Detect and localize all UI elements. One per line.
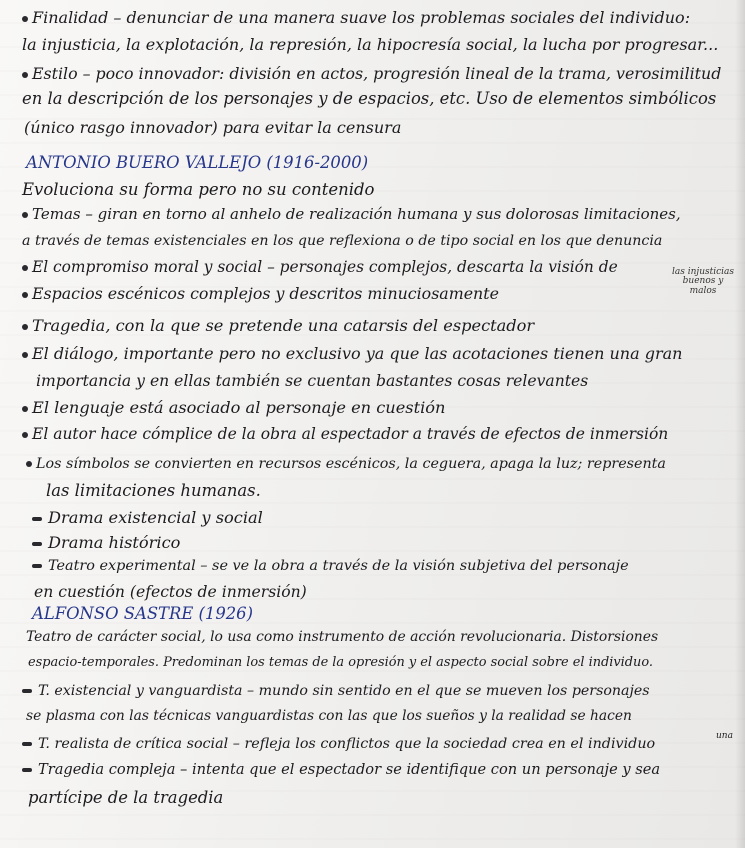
dash-marker (22, 742, 32, 746)
dash-marker (32, 564, 42, 568)
line-drama-historico: Drama histórico (32, 535, 180, 551)
line-estilo: Estilo – poco innovador: división en actos, progresión lineal de la trama, verosimilitud (22, 66, 721, 82)
line-teatro-experimental: Teatro experimental – se ve la obra a través de la visión subjetiva del personaje (32, 559, 629, 573)
bullet-marker (22, 212, 28, 218)
page-edge-shadow (735, 0, 745, 848)
line-simbolos: Los símbolos se convierten en recursos escénicos, la ceguera, apaga la luz; representa (26, 457, 666, 471)
line-temas-cont: a través de temas existenciales en los que reflexiona o de tipo social en los que denuncia (22, 233, 663, 249)
line-drama-existencial: Drama existencial y social (32, 510, 263, 526)
line-evoluciona: Evoluciona su forma pero no su contenido (22, 180, 375, 199)
dash-marker (32, 517, 42, 521)
line-compromiso: El compromiso moral y social – personajes complejos, descarta la visión de (22, 260, 618, 275)
line-finalidad: Finalidad – denunciar de una manera suave los problemas sociales del individuo: (22, 10, 690, 26)
dash-marker (22, 689, 32, 693)
line-lenguaje: El lenguaje está asociado al personaje en cuestión (22, 400, 445, 416)
bullet-marker (26, 461, 32, 467)
margin-note-line: buenos y (682, 276, 724, 287)
line-teatro-experimental-cont: en cuestión (efectos de inmersión) (34, 583, 307, 601)
line-espacios: Espacios escénicos complejos y descritos minuciosamente (22, 286, 499, 302)
line-estilo-cont-2: (único rasgo innovador) para evitar la censura (24, 118, 402, 137)
line-dialogo: El diálogo, importante pero no exclusivo ya que las acotaciones tienen una gran (22, 346, 682, 362)
heading-buero-vallejo: ANTONIO BUERO VALLEJO (1916-2000) (26, 153, 369, 172)
dash-marker (32, 542, 42, 546)
bullet-marker (22, 352, 28, 358)
line-estilo-cont-1: en la descripción de los personajes y de espacios, etc. Uso de elementos simbólicos (22, 89, 717, 108)
line-t-existencial-cont: se plasma con las técnicas vanguardistas con las que los sueños y la realidad se hacen (26, 708, 632, 724)
margin-note-line: las injusticias (672, 267, 735, 277)
bullet-marker (22, 72, 28, 78)
bullet-marker (22, 432, 28, 438)
line-t-existencial: T. existencial y vanguardista – mundo sin sentido en el que se mueven los personajes (22, 684, 650, 698)
bullet-marker (22, 406, 28, 412)
line-simbolos-cont: las limitaciones humanas. (46, 481, 261, 500)
heading-alfonso-sastre: ALFONSO SASTRE (1926) (32, 604, 253, 623)
line-temas: Temas – giran en torno al anhelo de realización humana y sus dolorosas limitaciones, (22, 207, 681, 222)
line-tragedia-compleja: Tragedia compleja – intenta que el espectador se identifique con un personaje y sea (22, 763, 660, 778)
bullet-marker (22, 16, 28, 22)
bullet-marker (22, 292, 28, 298)
line-teatro-social-cont: espacio-temporales. Predominan los temas de la opresión y el aspecto social sobre el individuo. (28, 655, 653, 670)
line-finalidad-cont: la injusticia, la explotación, la represión, la hipocresía social, la lucha por progresar... (22, 35, 719, 54)
line-teatro-social: Teatro de carácter social, lo usa como instrumento de acción revolucionaria. Distorsiones (26, 629, 659, 645)
bullet-marker (22, 265, 28, 271)
line-t-realista: T. realista de crítica social – refleja los conflictos que la sociedad crea en el individuo (22, 737, 655, 751)
line-tragedia: Tragedia, con la que se pretende una catarsis del espectador (22, 318, 534, 334)
margin-note (672, 268, 734, 296)
margin-note-line: malos (689, 285, 717, 296)
bullet-marker (22, 324, 28, 330)
small-note: una (716, 731, 733, 741)
line-dialogo-cont: importancia y en ellas también se cuentan bastantes cosas relevantes (36, 372, 589, 390)
dash-marker (22, 768, 32, 772)
line-autor: El autor hace cómplice de la obra al espectador a través de efectos de inmersión (22, 427, 668, 443)
line-tragedia-compleja-cont: partícipe de la tragedia (28, 788, 224, 807)
